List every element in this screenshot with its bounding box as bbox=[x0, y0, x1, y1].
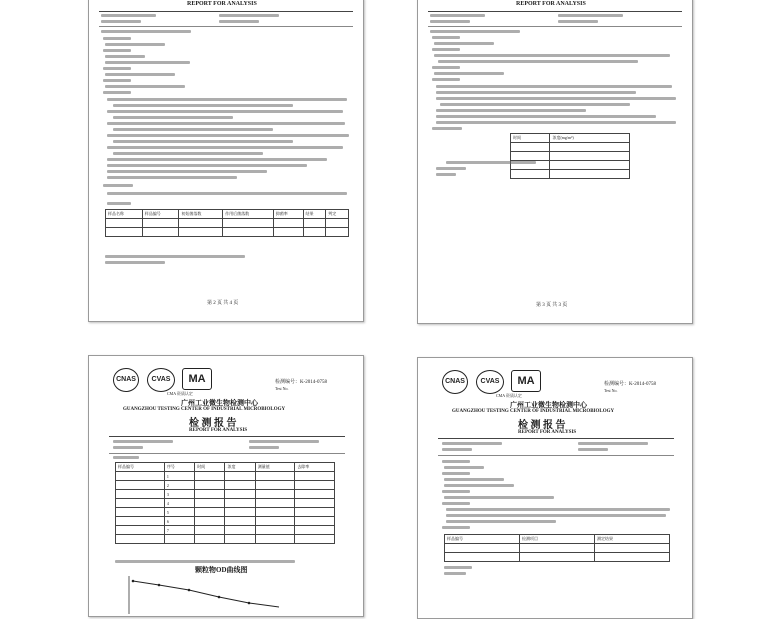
report-page-cover[interactable] bbox=[417, 357, 693, 619]
report-title-cn: 检 测 报 告 bbox=[518, 420, 566, 431]
chart-title: 颗粒物OD曲线图 bbox=[195, 566, 248, 574]
center-name-en: GUANGZHOU TESTING CENTER OF INDUSTRIAL MICROBIOLOGY bbox=[452, 409, 615, 414]
report-title-en: REPORT FOR ANALYSIS bbox=[518, 430, 577, 435]
results-table: 样品编号 检测项目 测定结果 bbox=[444, 534, 670, 562]
report-title-en: REPORT FOR ANALYSIS bbox=[189, 428, 248, 433]
cvas-logo: CVAS bbox=[476, 370, 504, 394]
center-name-cn: 广州工业微生物检测中心 bbox=[510, 401, 587, 409]
page-footer: 第 2 页 共 4 页 bbox=[207, 301, 239, 306]
cma-logo: MA bbox=[511, 370, 541, 392]
report-page-3[interactable] bbox=[417, 0, 693, 324]
report-title-cn: 检 测 报 告 bbox=[189, 418, 237, 429]
decay-chart bbox=[119, 574, 319, 614]
test-no-label: Test No. bbox=[275, 386, 289, 391]
cma-logo: MA bbox=[182, 368, 212, 390]
test-no-label: Test No. bbox=[604, 388, 618, 393]
report-number: 检测编号：K-2014-0758 bbox=[275, 380, 327, 385]
cert-label: CMA 资质认定 bbox=[167, 391, 193, 396]
report-number: 检测编号：K-2014-0758 bbox=[604, 382, 656, 387]
center-name-en: GUANGZHOU TESTING CENTER OF INDUSTRIAL MICROBIOLOGY bbox=[123, 407, 286, 412]
cert-label: CMA 资质认定 bbox=[496, 393, 522, 398]
report-page-2[interactable] bbox=[88, 0, 364, 322]
results-table: 样品名称 样品编号 初始菌落数 作用后菌落数 抑菌率 结果 判定 bbox=[105, 209, 349, 237]
page-header-title: REPORT FOR ANALYSIS bbox=[187, 1, 257, 7]
center-name-cn: 广州工业微生物检测中心 bbox=[181, 399, 258, 407]
cvas-logo: CVAS bbox=[147, 368, 175, 392]
data-table: 样品编号 序号 时间 浓度 测量值 去除率 1 2 3 4 5 6 7 bbox=[115, 462, 335, 544]
page-footer: 第 3 页 共 3 页 bbox=[536, 303, 568, 308]
cnas-logo: CNAS bbox=[442, 370, 468, 394]
results-table: 时间 浓度(mg/m³) bbox=[510, 133, 630, 179]
page-header-title: REPORT FOR ANALYSIS bbox=[516, 1, 586, 7]
cnas-logo: CNAS bbox=[113, 368, 139, 392]
report-page-chart[interactable] bbox=[88, 355, 364, 617]
